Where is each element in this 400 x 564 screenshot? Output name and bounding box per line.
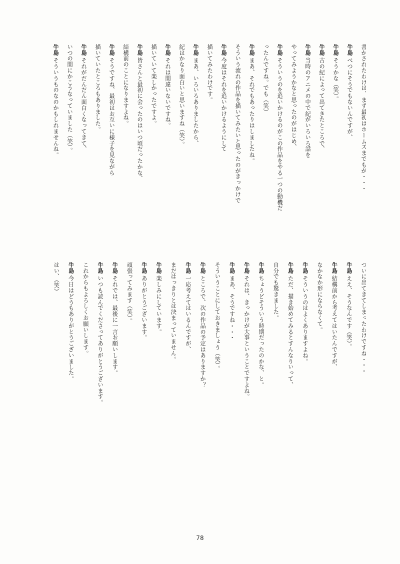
dialogue-text: それは間違いないですね。 [164, 57, 170, 129]
dialogue-text: 結構前のことになりますよね。 [122, 44, 128, 127]
speaker-label: 牛島 [199, 262, 205, 274]
speaker-label: 牛島 [140, 262, 147, 274]
dialogue-column [345, 262, 352, 350]
dialogue-column [301, 262, 308, 364]
dialogue-column [125, 262, 132, 324]
dialogue-text: ただ、描き始めてみるとすんなりいって、 [286, 275, 293, 388]
dialogue-text: そういうものなのかもしれませんね。 [52, 57, 58, 159]
dialogue-column [317, 44, 324, 152]
dialogue-text: これからもよろしくお願いします。 [81, 262, 88, 357]
dialogue-text: それは、きっかけが大事ということですよね。 [242, 275, 249, 400]
dialogue-text: はい、（笑） [52, 262, 59, 295]
dialogue-text: そういうことにしておきましょう（笑）。 [213, 262, 220, 372]
speaker-label: 牛島 [111, 262, 118, 274]
speaker-label: 牛島 [276, 44, 282, 56]
dialogue-text: まあ、いろいろありましたから、 [192, 57, 198, 147]
dialogue-text: そういうのはよくありますよね。 [301, 275, 308, 365]
dialogue-column [359, 262, 366, 374]
dialogue-column [184, 262, 191, 353]
dialogue-column [359, 44, 366, 192]
dialogue-text: 今度はそれを追いかけるようにして [220, 57, 226, 153]
dialogue-text: 頑張ってみます（笑）。 [125, 262, 132, 325]
dialogue-column [52, 262, 59, 295]
speaker-label: 牛島 [242, 262, 249, 274]
speaker-label: 牛島 [345, 262, 352, 274]
dialogue-column [191, 44, 198, 146]
dialogue-column [135, 44, 142, 182]
dialogue-column [155, 262, 162, 335]
speaker-label: 牛島 [330, 262, 337, 274]
speaker-label: 牛島 [332, 44, 338, 56]
dialogue-text: それがだんだん面白くなってきて、 [80, 57, 86, 153]
speaker-label: 牛島 [67, 262, 74, 274]
dialogue-text: なかなか形にならなくて。 [316, 262, 323, 333]
dialogue-column [96, 262, 103, 406]
dialogue-column [261, 44, 268, 115]
dialogue-column [79, 44, 86, 152]
dialogue-text: まあ、それでもあったりはしましたね。 [248, 57, 254, 165]
dialogue-text: 当時のアニメの中で紀がいろいろ話を [304, 57, 310, 159]
speaker-label: 牛島 [318, 44, 324, 56]
dialogue-column [169, 262, 176, 362]
dialogue-column [331, 44, 338, 102]
dialogue-text: 自分でも驚きました。 [272, 262, 279, 321]
dialogue-column [93, 44, 100, 133]
dialogue-text: ついに出てきてしまったわけですね・・・ [360, 262, 366, 375]
dialogue-text: ええ、そうなんです（笑）。 [345, 275, 352, 350]
dialogue-text: 古の紀によって出てきたところで、 [318, 57, 324, 153]
dialogue-column [107, 44, 114, 176]
dialogue-column [51, 44, 58, 158]
dialogue-column [316, 262, 323, 333]
dialogue-text: いつの間にかこうなっていました（笑）。 [66, 44, 72, 154]
dialogue-text: 書かされたわけは、まず最初はホームズまでもが・・・ [360, 44, 366, 192]
dialogue-column [272, 262, 279, 321]
dialogue-column [177, 44, 184, 147]
dialogue-text: そういうのを追いかけるのがこの作品をやる一つの動機だ [276, 57, 282, 212]
dialogue-column [149, 44, 156, 127]
speaker-label: 牛島 [155, 262, 162, 274]
dialogue-text: そういう流れの作品を描いてみたいと思ったのがきっかけで [234, 44, 240, 204]
dialogue-column [275, 44, 282, 211]
dialogue-text: まだはっきりとは決まっていません。 [169, 262, 176, 363]
speaker-label: 牛島 [136, 44, 142, 56]
dialogue-text: ところで、次の作品の予定はありますか？ [199, 275, 205, 388]
dialogue-text: まあ、そうですね・・・ [228, 275, 235, 341]
speaker-label: 牛島 [164, 44, 170, 56]
dialogue-text: 描いてみたわけです。 [206, 44, 212, 103]
dialogue-column [198, 262, 205, 388]
dialogue-text: そうかな（笑）。 [332, 57, 338, 103]
dialogue-column [65, 44, 72, 153]
dialogue-text: 描いていて楽しかったですよ。 [150, 44, 156, 127]
dialogue-column [233, 44, 240, 203]
speaker-label: 牛島 [96, 262, 103, 274]
speaker-label: 牛島 [228, 262, 235, 274]
dialogue-column [228, 262, 235, 341]
page-number: 78 [196, 535, 204, 542]
dialogue-column [286, 262, 293, 388]
dialogue-text: 楽しみにしています。 [155, 275, 162, 335]
speaker-label: 牛島 [52, 44, 58, 56]
dialogue-column [219, 44, 226, 152]
dialogue-column [205, 44, 212, 103]
interview-top-tier [44, 44, 366, 298]
dialogue-text: いつも読んでくださってありがとうございます。 [96, 275, 103, 406]
speaker-label: 牛島 [257, 262, 264, 274]
speaker-label: 牛島 [108, 44, 114, 56]
dialogue-text: ちょうどそういう時期だったのかな、と。 [257, 275, 264, 388]
dialogue-column [140, 262, 147, 341]
dialogue-column [163, 44, 170, 129]
speaker-label: 牛島 [304, 44, 310, 56]
dialogue-column [330, 262, 337, 370]
speaker-label: 牛島 [220, 44, 226, 56]
dialogue-text: やってみようかなと思ったのがはじめ、 [290, 44, 296, 151]
speaker-label: 牛島 [346, 44, 352, 56]
dialogue-text: 皆さんと最初に会ったのはいつ頃だったかな、 [136, 57, 142, 182]
dialogue-text: ありがとうございます。 [140, 275, 147, 341]
dialogue-column [213, 262, 220, 371]
dialogue-text: それでは、最後に一言お願いします。 [111, 275, 118, 377]
dialogue-column [247, 44, 254, 164]
speaker-label: 牛島 [192, 44, 198, 56]
dialogue-text: 一応考えてはいるんですが、 [184, 275, 191, 353]
dialogue-column [121, 44, 128, 127]
dialogue-column [289, 44, 296, 150]
dialogue-column [81, 262, 88, 356]
speaker-label: 牛島 [80, 44, 86, 56]
dialogue-text: 今日はどうもありがとうございました。 [67, 275, 74, 383]
dialogue-text: 紀はかなり面白いと思いますね（笑）。 [178, 44, 184, 148]
speaker-label: 牛島 [184, 262, 191, 274]
speaker-label: 牛島 [286, 262, 293, 274]
dialogue-column [67, 262, 74, 382]
dialogue-text: ったんですね。でも（笑） [262, 44, 268, 115]
dialogue-text: べつにそうでもないんですが、 [346, 57, 352, 141]
dialogue-column [111, 262, 118, 376]
dialogue-column [303, 44, 310, 158]
dialogue-text: 結構前から考えてはいたんですが、 [330, 275, 337, 371]
dialogue-column [242, 262, 249, 400]
dialogue-text: そうですね、最初はお互いに様子を見ながら [108, 57, 114, 176]
speaker-label: 牛島 [248, 44, 254, 56]
dialogue-column [257, 262, 264, 388]
dialogue-column [345, 44, 352, 140]
dialogue-text: 描いていたところもありました。 [94, 44, 100, 133]
interview-bottom-tier [44, 262, 366, 516]
speaker-label: 牛島 [301, 262, 308, 274]
